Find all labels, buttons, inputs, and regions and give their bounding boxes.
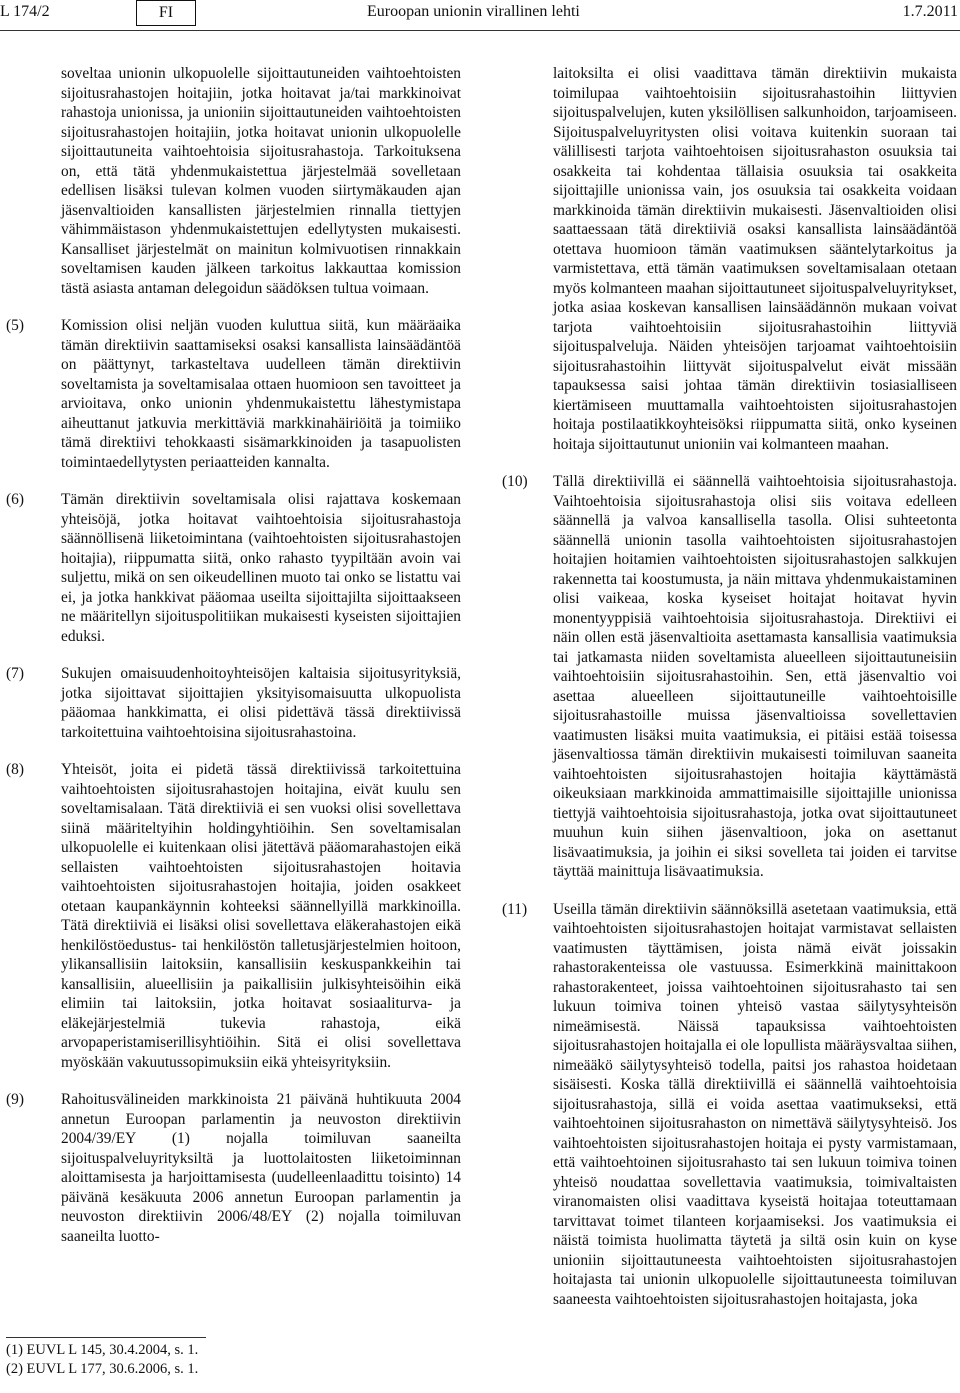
recital-number: (8) (6, 761, 24, 778)
footnote-2 (6, 1360, 198, 1379)
footnote-text: EUVL L 177, 30.6.2006, s. 1. (26, 1361, 199, 1377)
footnotes (6, 1341, 198, 1379)
recital-number: (6) (6, 491, 24, 508)
recital-text: Komission olisi neljän vuoden kuluttua siitä, kun määräaika tämän direktiivin saattamiseksi osaksi kansallista lainsäädäntöä on päättynyt, tarkasteltava uudelleen tämän direktiivin soveltamista ja soveltamisalaa ottaen huomioon sen tavoitteet ja arvioitava, onko unionin yhdenmukaistettu lähestymistapa aiheuttanut jatkuvia merkittäviä markkinahäiriöitä ja toimiiko tämä direktiivi tehokkaasti sisämarkkinoiden ja tasapuolisten toimintaedellytysten periaatteiden kannalta. (61, 317, 461, 471)
recital-text: Yhteisöt, joita ei pidetä tässä direktiivissä tarkoitettuina vaihtoehtoisten sijoitusrahastojen hoitajina, eivät kuulu sen soveltamisalaan. Tätä direktiiviä ei sen vuoksi olisi sovellettava siinä määriteltyihin holdingyhtiöihin. Sen soveltamisalan ulkopuolelle ei kuitenkaan olisi jätettävä pääomarahastojen eikä sellaisten vaihtoehtoisten sijoitusrahastojen hoitavia vaihtoehtoisten sijoitusrahastojen hoitajia, joiden osakkeet otetaan kaupankäynnin kohteeksi säännellyillä markkinoilla. Tätä direktiiviä ei lisäksi olisi sovellettava eläkerahastojen eikä henkilöstöedustus- tai henkilöstön talletusjärjestelmien hoitoon, ylikansallisiin laitoksiin, kansallisiin keskuspankkeihin tai kansallisiin, alueellisiin ja paikallisiin julkisyhteisöihin eikä elimiin tai laitoksiin, jotka hoitavat sosiaaliturva- ja eläkejärjestelmiä tukevia rahastoja, eikä arvopaperistamiserillisyhtiöihin. Sitä ei olisi sovellettava myöskään vakuutussopimuksiin eikä yhteisyrityksiin. (61, 761, 461, 1071)
recital-7 (6, 664, 461, 742)
recital-number: (11) (502, 900, 528, 918)
language-box: FI (136, 0, 196, 26)
continued-paragraph: laitoksilta ei olisi vaadittava tämän direktiivin mukaista toimilupaa vaihtoehtoisiin sijoitusrahastoihin liittyvien sijoituspalvelujen, kuten yksilöllisen salkunhoidon, tarjoamiseen. Sijoituspalveluyritysten olisi voitava kuitenkin suoraan tai välillisesti tarjota vaihtoehtoisen sijoitusrahaston osuuksia tai osakkeita tai kohdentaa tällaisia osuuksia tai osakkeita sijoittajille unionissa vain, jos osuuksia tai osakkeita voidaan markkinoida tämän direktiivin mukaisesti. Jäsenvaltioiden olisi saattaessaan tätä direktiiviä osaksi kansallista lainsäädäntöä otettava huomioon tämän vaatimuksen sääntelytarkoitus ja varmistettava, että tämän vaatimuksen soveltamisalaan otetaan myös kolmanteen maahan sijoittautuneet sijoituspalveluyritykset, jotka asiaa koskevan kansallisen lainsäädännön mukaan voivat tarjota vaihtoehtoisiin sijoitusrahastoihin liittyviä sijoituspalveluja. Näiden yhteisöjen tarjoamat vaihtoehtoisiin sijoitusrahastoihin liittyvät sijoituspalvelut eivät missään tapauksessa saisi johtaa tämän direktiivin tosiasialliseen kiertämiseen muuttamalla vaihtoehtoisten sijoitusrahastojen hoitaja postilaatikkoyhteisöksi riippumatta siitä, onko kyseinen hoitaja sijoittautunut unioniin vai kolmanteen maahan. (553, 65, 957, 453)
recital-9 (6, 1090, 461, 1246)
footnote-mark: (1) (6, 1342, 23, 1358)
recital-6 (6, 490, 461, 646)
recital-text: Tämän direktiivin soveltamisala olisi rajattava koskemaan yhteisöjä, jotka hoitavat vaihtoehtoisia sijoitusrahastoja säännöllisenä liiketoimintana (vaihtoehtoisten sijoitusrahastojen hoitajia), riippumatta siitä, onko rahasto tyypiltään avoin vai suljettu, mikä on sen oikeudellinen muoto tai onko se listattu vai ei, ja jotka hankkivat pääomaa useilta sijoittajilta sijoittaakseen ne määritellyn sijoituspolitiikan mukaisesti kyseisten sijoittajien eduksi. (61, 491, 461, 645)
recital-number: (10) (502, 473, 528, 490)
recital-number: (7) (6, 665, 24, 682)
recital-11 (502, 900, 957, 1310)
recital-text: Tällä direktiivillä ei säännellä vaihtoehtoisia sijoitusrahastoja. Vaihtoehtoisia sijoitusrahastoja olisi siis voitava edelleen säännellä ja valvoa kansallisella tasolla. Olisi suhteetonta säännellä unionin tasolla vaihtoehtoisten sijoitusrahastojen hoitajien hoitamien vaihtoehtoisten sijoitusrahastojen salkkujen rakennetta tai koostumusta, ja näin mittava yhdenmukaistaminen olisi vaikeaa, koska kyseiset hoitajat hoitavat hyvin monentyyppisiä vaihtoehtoisia sijoitusrahastoja. Direktiivi ei näin ollen estä jäsenvaltioita asettamasta kansallisia vaatimuksia tai jatkamasta niiden soveltamista alueelleen sijoittautuneisiin vaihtoehtoisiin sijoitusrahastoihin. Sen, että jäsenvaltio voi asettaa alueelleen sijoittautuneille vaihtoehtoisille sijoitusrahastoille muissa jäsenvaltioissa sovellettavien vaatimusten lisäksi muita vaatimuksia, ei pitäisi estää toisessa jäsenvaltiossa tämän direktiivin mukaisesti toimiluvan saaneita vaihtoehtoisten sijoitusrahastojen hoitajia käyttämästä oikeuksiaan markkinoida ammattimaisille sijoittajille unionissa tiettyjä vaihtoehtoisia sijoitusrahastoja, jotka ovat sijoittautuneet muuhun kuin siihen jäsenvaltioon, joka on asettanut lisävaatimuksia, ja joihin ei siksi sovelleta tai joiden ei tarvitse täyttää mainittuja lisävaatimuksia. (553, 473, 957, 880)
continued-paragraph: soveltaa unionin ulkopuolelle sijoittautuneiden vaihtoehtoisten sijoitusrahastojen hoitajiin, jotka hoitavat ja/tai markkinoivat rahastoja unionissa, ja unioniin sijoittautuneiden vaihtoehtoisten sijoitusrahastojen hoitajiin, jotka hoitavat unionin ulkopuolelle sijoittautuneita vaihtoehtoisia sijoitusrahastoja. Tarkoituksena on, että tätä yhdenmukaistettua järjestelmää sovelletaan edellisen lisäksi tulevan kolmen vuoden siirtymäkauden ajan jäsenvaltioiden kansallisten järjestelmien rinnalla tiettyjen vähimmäistason yhdenmukaistettujen edellytysten mukaisesti. Kansalliset järjestelmät on mainitun kolmivuotisen rinnakkain soveltamisen kauden jälkeen tarkoitus lakkauttaa komission tästä asiasta antaman delegoidun säädöksen tultua voimaan. (61, 65, 461, 297)
right-column (502, 64, 957, 1309)
recital-text: Useilla tämän direktiivin säännöksillä asetetaan vaatimuksia, että vaihtoehtoisten sijoitusrahastojen hoitajat varmistavat sellaisten vaatimusten täyttämisen, joista nämä eivät joissakin rahastorakenteissa ole vastuussa. Esimerkkinä mainittakoon rahastorakenteet, joissa vaihtoehtoinen sijoitusrahasto tai sen lukuun toimiva toinen yhteisö vastaa säilytysyhteisön nimeämisestä. Näissä tapauksissa vaihtoehtoisten sijoitusrahastojen hoitajalla ei ole lopullista määräysvaltaa siihen, nimeääkö säilytysyhteisö todella, paitsi jos rahastoa hoidetaan sisäisesti. Koska tällä direktiivillä ei säännellä vaihtoehtoisia sijoitusrahastoja, sillä ei voida asettaa vaatimukseksi, että vaihtoehtoinen sijoitusrahaston on nimettävä säilytysyhteisö. Jos vaihtoehtoisten sijoitusrahastojen hoitaja ei pysty varmistamaan, että vaihtoehtoinen sijoitusrahasto tai sen lukuun toimiva toinen yhteisö noudattaa sovellettavia vaatimuksia, toimivaltaisten viranomaisten olisi vaadittava kyseistä hoitajaa toteuttamaan tarvittavat toimet tilanteen korjaamiseksi. Jos vaatimuksia ei näistä toimista huolimatta täytetä ja siltä osin kuin on kyse unioniin sijoittautuneesta vaihtoehtoisten sijoitusrahastojen hoitajasta tai unionin ulkopuolelle sijoittautuneesta toimiluvan saaneesta vaihtoehtoisten sijoitusrahastojen hoitajasta, joka (553, 900, 957, 1308)
recital-5 (6, 316, 461, 472)
recital-number: (9) (6, 1091, 24, 1108)
recital-text: Rahoitusvälineiden markkinoista 21 päivänä huhtikuuta 2004 annetun Euroopan parlamentin ja neuvoston direktiivin 2004/39/EY (1) nojalla toimiluvan saaneilta sijoituspalveluyrityksiltä ja luottolaitosten liiketoiminnan aloittamisesta ja harjoittamisesta (uudelleenlaadittu toisinto) 14 päivänä kesäkuuta 2006 annetun Euroopan parlamentin ja neuvoston direktiivin 2006/48/EY (2) nojalla toimiluvan saaneilta luotto- (61, 1091, 461, 1245)
journal-title: Euroopan unionin virallinen lehti (367, 3, 580, 20)
footnote-text: EUVL L 145, 30.4.2004, s. 1. (26, 1342, 199, 1358)
footnote-1 (6, 1341, 198, 1360)
recital-text: Sukujen omaisuudenhoitoyhteisöjen kaltaisia sijoitusyrityksiä, jotka sijoittavat sijoittajien yksityisomaisuutta ulkopuolista pääomaa hankkimatta, ei olisi pidettävä tässä direktiivissä tarkoitettuina vaihtoehtoisina sijoitusrahastoina. (61, 665, 461, 741)
footnote-mark: (2) (6, 1361, 23, 1377)
page-reference: L 174/2 (0, 3, 50, 20)
recital-number: (5) (6, 317, 24, 334)
recital-8 (6, 760, 461, 1072)
left-column (6, 64, 461, 1246)
page-header (0, 0, 960, 31)
footnote-divider (6, 1337, 206, 1338)
publication-date: 1.7.2011 (902, 3, 958, 20)
recital-10 (502, 472, 957, 882)
